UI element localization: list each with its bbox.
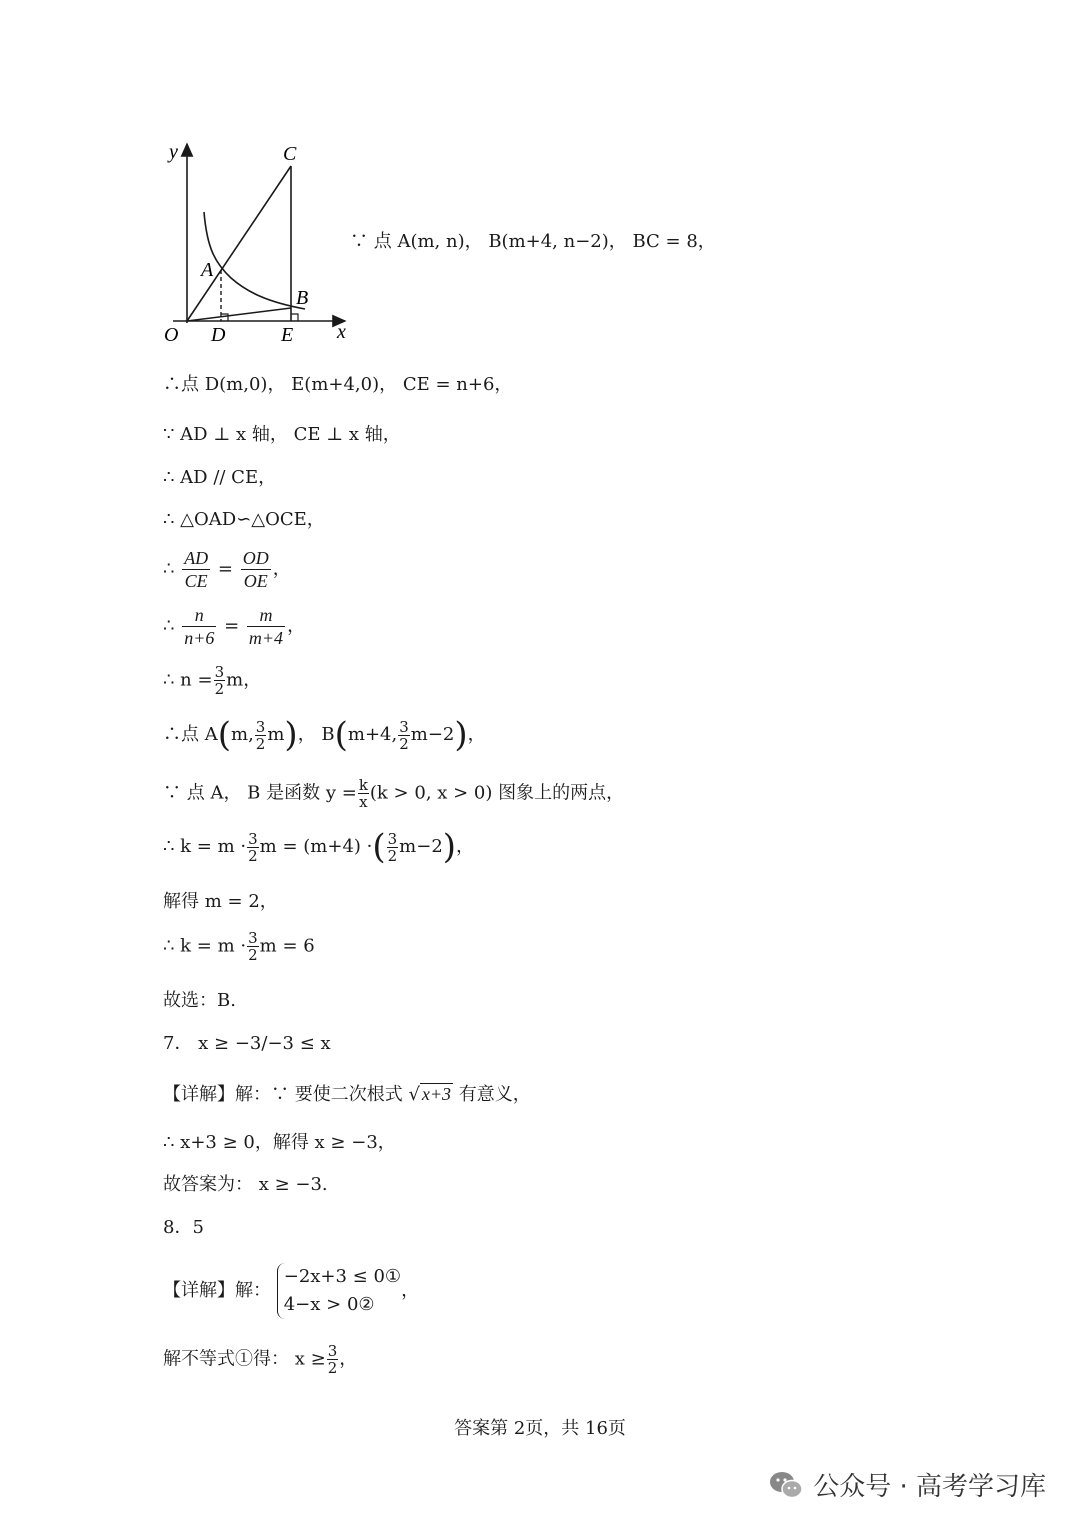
wechat-icon <box>769 1470 803 1500</box>
line-similar: ∴ △OAD∽△OCE， <box>163 509 325 530</box>
right-angle-e <box>291 314 298 321</box>
line-function-condition: ∵ 点 A， B 是函数 y = $\frac{k}{x}$ (k > 0, x > 0) 图象上的两点， <box>163 776 625 811</box>
line-q7-answer: 7． x ≥ −3/−3 ≤ x <box>163 1033 331 1054</box>
line-n-value: ∴ n = $\frac{3}{2}$ m， <box>163 663 262 698</box>
line-ratio-2: ∴ $\frac{n}{n+6}$ = $\frac{m}{m+4}$ ， <box>163 605 306 648</box>
line-k-equation: ∴ k = m · $\frac{3}{2}$ m = (m+4) ·( $\frac{3}{2}$ m−2)， <box>163 827 475 867</box>
watermark <box>769 1466 1046 1503</box>
watermark-text: 公众号 · 高考学习库 <box>813 1472 1046 1502</box>
label-e: E <box>281 324 294 346</box>
page-footer: 答案第 2页，共 16页 <box>454 1418 626 1439</box>
line-points-de: ∴点 D(m,0)， E(m+4,0)， CE = n+6， <box>163 374 513 395</box>
line-ratio-1: ∴ $\frac{AD}{CE}$ = $\frac{OD}{OE}$ ， <box>163 548 291 591</box>
label-x: x <box>337 321 346 343</box>
line-q7-detail: 【详解】解：∵ 要使二次根式 √ x+3 有意义， <box>163 1084 531 1105</box>
label-o: O <box>164 324 179 346</box>
segment-oc <box>187 166 291 321</box>
line-given-points: ∵ 点 A(m, n)， B(m+4, n−2)， BC = 8， <box>350 231 716 252</box>
hyperbola-curve <box>204 212 305 309</box>
line-m-solution: 解得 m = 2， <box>163 891 278 912</box>
line-k-value: ∴ k = m · $\frac{3}{2}$ m = 6 <box>163 929 315 964</box>
line-choose-b: 故选：B. <box>163 990 236 1011</box>
line-q7-final: 故答案为： x ≥ −3. <box>163 1174 328 1195</box>
label-y: y <box>169 141 178 163</box>
line-perpendicular: ∵ AD ⊥ x 轴， CE ⊥ x 轴， <box>163 424 401 445</box>
line-parallel: ∴ AD // CE， <box>163 467 277 488</box>
geometry-figure <box>155 138 355 353</box>
label-c: C <box>283 143 297 165</box>
line-q8-solve-1: 解不等式①得： x ≥ $\frac{3}{2}$ ， <box>163 1342 358 1377</box>
line-q8-detail: 【详解】解： −2x+3 ≤ 0① 4−x > 0② ， <box>163 1263 419 1319</box>
line-point-coords: ∴点 A(m, $\frac{3}{2}$ m)， B(m+4, $\frac{3}{2}$ m−2)， <box>163 715 486 755</box>
right-angle-d <box>221 314 228 321</box>
label-a: A <box>201 259 214 281</box>
label-d: D <box>211 324 226 346</box>
line-q7-solve: ∴ x+3 ≥ 0，解得 x ≥ −3， <box>163 1132 396 1153</box>
label-b: B <box>296 287 309 309</box>
line-q8-answer: 8．5 <box>163 1217 204 1238</box>
segment-ob <box>187 308 291 321</box>
